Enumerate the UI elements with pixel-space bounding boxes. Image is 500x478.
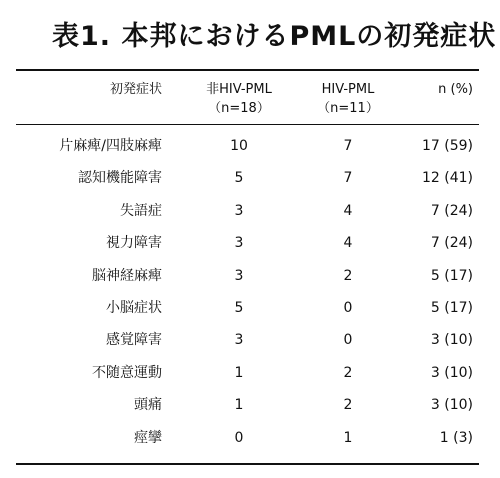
header-nonhiv-pml-count: （n=18） (208, 101, 270, 116)
total-percent-cell: 1 (3) (439, 429, 473, 446)
table-title: 表1. 本邦におけるPMLの初発症状 (52, 21, 497, 52)
nonhiv-count-cell: 3 (234, 202, 244, 219)
total-percent-cell: 5 (17) (430, 267, 473, 284)
symptom-cell: 感覚障害 (106, 332, 162, 349)
table-row (0, 130, 500, 162)
total-percent-cell: 7 (24) (430, 235, 473, 252)
hiv-count-cell: 0 (343, 299, 353, 316)
total-percent-cell: 7 (24) (430, 202, 473, 219)
nonhiv-count-cell: 1 (234, 364, 244, 381)
total-percent-cell: 5 (17) (430, 299, 473, 316)
symptom-cell: 不随意運動 (92, 364, 162, 381)
table-row (0, 292, 500, 324)
table-row (0, 357, 500, 389)
nonhiv-count-cell: 5 (234, 299, 244, 316)
header-nonhiv-pml (189, 80, 289, 118)
hiv-count-cell: 7 (343, 170, 353, 187)
symptom-cell: 小脳症状 (106, 299, 162, 316)
header-hiv-pml-label: HIV-PML (321, 82, 375, 97)
table-body (0, 130, 500, 454)
symptom-cell: 痙攣 (134, 429, 162, 446)
symptom-cell: 脳神経麻痺 (92, 267, 162, 284)
hiv-count-cell: 4 (343, 202, 353, 219)
table-row (0, 260, 500, 292)
symptom-cell: 頭痛 (134, 397, 162, 414)
nonhiv-count-cell: 3 (234, 235, 244, 252)
table-row (0, 324, 500, 356)
symptom-cell: 視力障害 (106, 235, 162, 252)
hiv-count-cell: 2 (343, 397, 353, 414)
total-percent-cell: 3 (10) (430, 397, 473, 414)
total-percent-cell: 17 (59) (421, 138, 473, 154)
hiv-count-cell: 4 (343, 235, 353, 252)
table-header-rule (16, 124, 479, 125)
hiv-count-cell: 2 (343, 267, 353, 284)
hiv-count-cell: 0 (343, 332, 353, 349)
header-hiv-pml-count: （n=11） (317, 101, 379, 116)
nonhiv-count-cell: 3 (234, 332, 244, 349)
table-row (0, 227, 500, 259)
hiv-count-cell: 1 (343, 429, 353, 446)
total-percent-cell: 12 (41) (421, 170, 473, 187)
table-top-rule (16, 69, 479, 71)
table-row (0, 195, 500, 227)
header-n-percent: n (%) (438, 82, 473, 97)
table-row (0, 389, 500, 421)
symptom-cell: 失語症 (120, 202, 162, 219)
table-row (0, 162, 500, 194)
table-row (0, 422, 500, 454)
nonhiv-count-cell: 3 (234, 267, 244, 284)
symptom-cell: 認知機能障害 (78, 170, 162, 187)
symptom-cell: 片麻痺/四肢麻痺 (59, 138, 162, 154)
total-percent-cell: 3 (10) (430, 332, 473, 349)
total-percent-cell: 3 (10) (430, 364, 473, 381)
nonhiv-count-cell: 1 (234, 397, 244, 414)
nonhiv-count-cell: 10 (230, 138, 248, 154)
nonhiv-count-cell: 0 (234, 429, 244, 446)
hiv-count-cell: 7 (343, 138, 353, 154)
header-symptom: 初発症状 (109, 82, 162, 97)
table-bottom-rule (16, 463, 479, 465)
hiv-count-cell: 2 (343, 364, 353, 381)
nonhiv-count-cell: 5 (234, 170, 244, 187)
header-nonhiv-pml-label: 非HIV-PML (206, 82, 272, 97)
